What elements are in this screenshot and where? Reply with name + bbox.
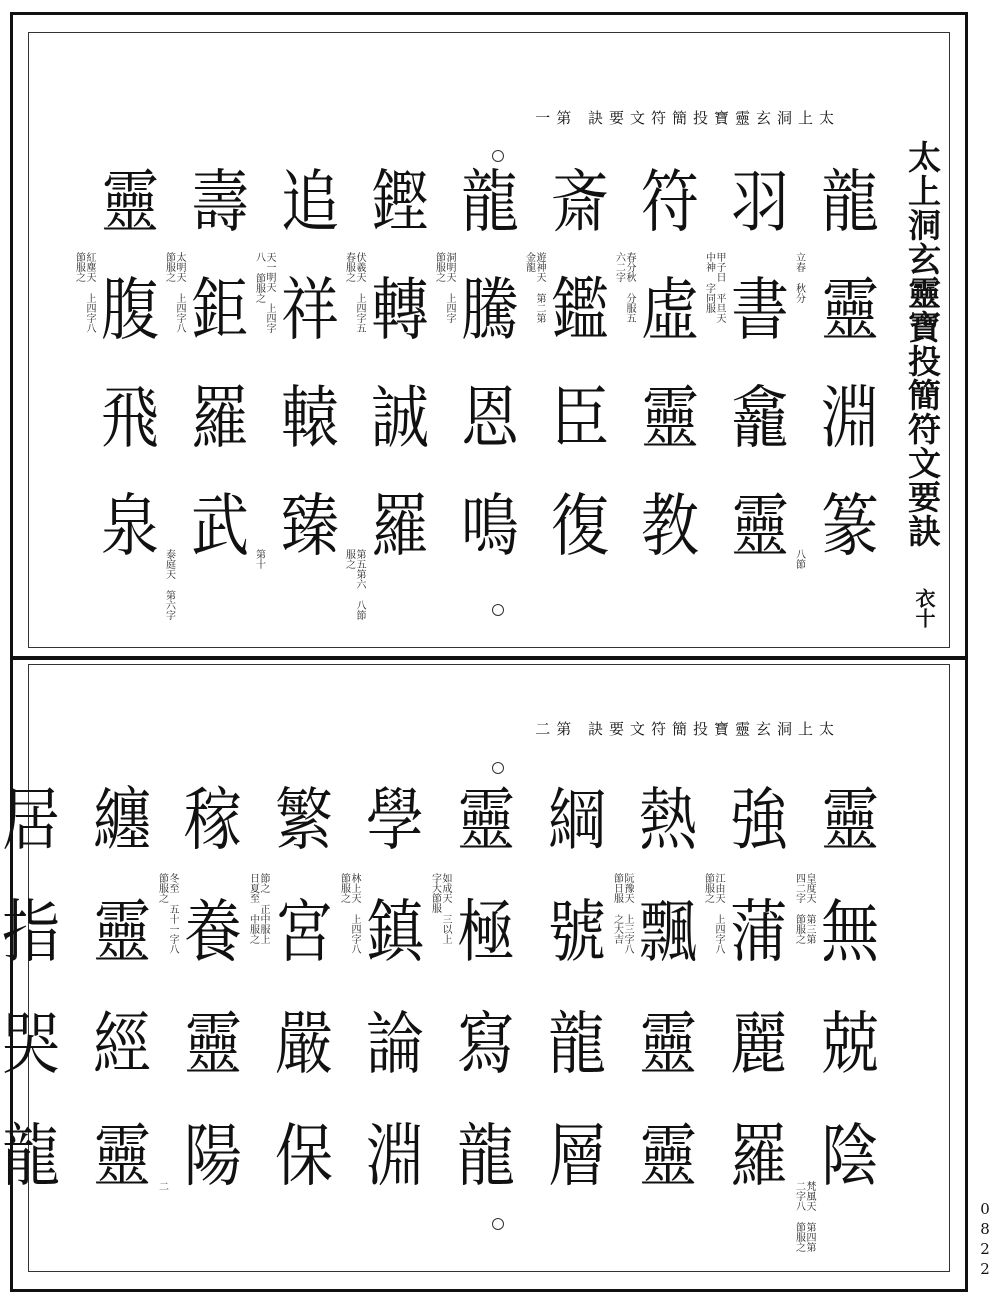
annotation-note-tail: 梵風天 第四第 二字八 節服之	[793, 1181, 815, 1253]
seal-glyph: 陰	[820, 1115, 879, 1197]
seal-glyph: 極	[456, 891, 515, 973]
seal-glyph: 學	[365, 779, 424, 861]
seal-glyph: 龍	[456, 1115, 515, 1197]
seal-glyph: 層	[547, 1115, 606, 1197]
seal-glyph: 復	[550, 485, 609, 567]
page-number: 0822	[976, 1200, 994, 1280]
seal-glyph: 斎	[550, 161, 609, 243]
binding-hole-icon	[492, 1218, 504, 1230]
seal-glyph: 纏	[92, 779, 151, 861]
annotation-note-tail: 八節	[793, 548, 805, 569]
main-title: 太上洞玄靈寶投簡符文要訣	[903, 140, 942, 548]
annotation-note: 甲子日 平旦天 中神 字同服	[703, 251, 725, 323]
seal-glyph: 教	[640, 485, 699, 567]
seal-glyph: 強	[729, 779, 788, 861]
seal-glyph: 兢	[820, 1003, 879, 1085]
annotation-note: 阮豫天 上三字八 節日服 之大吉	[611, 873, 633, 955]
panel-divider	[10, 656, 968, 660]
seal-glyph: 陽	[183, 1115, 242, 1197]
seal-glyph: 鏗	[370, 161, 429, 243]
binding-hole-icon	[492, 604, 504, 616]
annotation-note: 皇度天 第三第 四二字 節服之	[793, 873, 815, 945]
seal-glyph: 號	[547, 891, 606, 973]
annotation-note: 紅塵天 上四字八 節服之	[73, 251, 95, 333]
seal-glyph: 保	[274, 1115, 333, 1197]
seal-glyph: 書	[730, 269, 789, 351]
annotation-note: 節之 正中服上 日夏至 中服之	[247, 873, 269, 945]
annotation-note-tail: 泰庭天 第六字	[163, 548, 175, 620]
annotation-note: 遊神天 第二第 金龍	[523, 251, 545, 323]
seal-glyph: 符	[640, 161, 699, 243]
seal-glyph: 恩	[460, 377, 519, 459]
seal-glyph: 靈	[92, 891, 151, 973]
seal-glyph: 靈	[183, 1003, 242, 1085]
seal-glyph: 龕	[730, 377, 789, 459]
section-1-header: 太上洞玄靈寶投簡符文要訣 第一	[535, 109, 840, 127]
seal-glyph: 祥	[280, 269, 339, 351]
seal-glyph: 羅	[729, 1115, 788, 1197]
seal-glyph: 寫	[456, 1003, 515, 1085]
seal-glyph: 綱	[547, 779, 606, 861]
seal-glyph: 靈	[456, 779, 515, 861]
annotation-note-tail: 第五第六 八節服之	[343, 548, 365, 620]
seal-glyph: 壽	[190, 161, 249, 243]
annotation-note: 江由天 上四字八 節服之	[702, 873, 724, 955]
seal-glyph: 靈	[730, 485, 789, 567]
seal-glyph: 飄	[638, 891, 697, 973]
seal-glyph: 蒲	[729, 891, 788, 973]
seal-glyph: 哭	[1, 1003, 60, 1085]
seal-glyph: 鑑	[550, 269, 609, 351]
seal-glyph: 泉	[100, 485, 159, 567]
seal-glyph: 經	[92, 1003, 151, 1085]
seal-glyph: 轉	[370, 269, 429, 351]
annotation-note: 天一明天 上四字八 節服之	[253, 251, 275, 333]
annotation-note-tail: 二	[156, 1181, 168, 1192]
section-2-header: 太上洞玄靈寶投簡符文要訣 第二	[535, 720, 840, 738]
seal-glyph: 論	[365, 1003, 424, 1085]
seal-glyph: 騰	[460, 269, 519, 351]
seal-glyph: 龍	[460, 161, 519, 243]
seal-glyph: 飛	[100, 377, 159, 459]
seal-glyph: 靈	[640, 377, 699, 459]
seal-glyph: 鳴	[460, 485, 519, 567]
seal-glyph: 靈	[820, 269, 879, 351]
annotation-note-tail: 第十	[253, 548, 265, 569]
seal-glyph: 稼	[183, 779, 242, 861]
seal-glyph: 龍	[820, 161, 879, 243]
seal-glyph: 龍	[547, 1003, 606, 1085]
seal-glyph: 羅	[370, 485, 429, 567]
annotation-note: 冬至 五十一字八 節服之	[156, 873, 178, 955]
seal-glyph: 臻	[280, 485, 339, 567]
seal-glyph: 淵	[365, 1115, 424, 1197]
seal-glyph: 無	[820, 891, 879, 973]
seal-glyph: 嚴	[274, 1003, 333, 1085]
seal-glyph: 羅	[190, 377, 249, 459]
seal-glyph: 轅	[280, 377, 339, 459]
seal-glyph: 養	[183, 891, 242, 973]
seal-glyph: 靈	[638, 1115, 697, 1197]
seal-glyph: 腹	[100, 269, 159, 351]
annotation-note: 洞明天 上四字 節服之	[433, 251, 455, 323]
seal-glyph: 淵	[820, 377, 879, 459]
seal-glyph: 麗	[729, 1003, 788, 1085]
seal-glyph: 靈	[820, 779, 879, 861]
volume-mark: 衣十	[912, 588, 936, 628]
seal-glyph: 熱	[638, 779, 697, 861]
annotation-note: 林上天 上四字八 節服之	[338, 873, 360, 955]
seal-glyph: 臣	[550, 377, 609, 459]
seal-glyph: 靈	[92, 1115, 151, 1197]
seal-glyph: 羽	[730, 161, 789, 243]
annotation-note: 伏羲天 上四字五 春服之	[343, 251, 365, 333]
seal-glyph: 誠	[370, 377, 429, 459]
seal-glyph: 鉅	[190, 269, 249, 351]
seal-glyph: 靈	[100, 161, 159, 243]
seal-glyph: 靈	[638, 1003, 697, 1085]
seal-glyph: 指	[1, 891, 60, 973]
seal-glyph: 武	[190, 485, 249, 567]
annotation-note: 立春 秋分	[793, 251, 805, 303]
seal-glyph: 宮	[274, 891, 333, 973]
seal-glyph: 追	[280, 161, 339, 243]
seal-glyph: 鎮	[365, 891, 424, 973]
seal-glyph: 龍	[1, 1115, 60, 1197]
annotation-note: 太明天 上四字八 節服之	[163, 251, 185, 333]
seal-glyph: 虛	[640, 269, 699, 351]
seal-glyph: 繁	[274, 779, 333, 861]
seal-glyph: 居	[1, 779, 60, 861]
seal-glyph: 篆	[820, 485, 879, 567]
annotation-note: 春分秋 分服五 六二字	[613, 251, 635, 323]
annotation-note: 如成天 三以上 字大節服	[429, 873, 451, 945]
